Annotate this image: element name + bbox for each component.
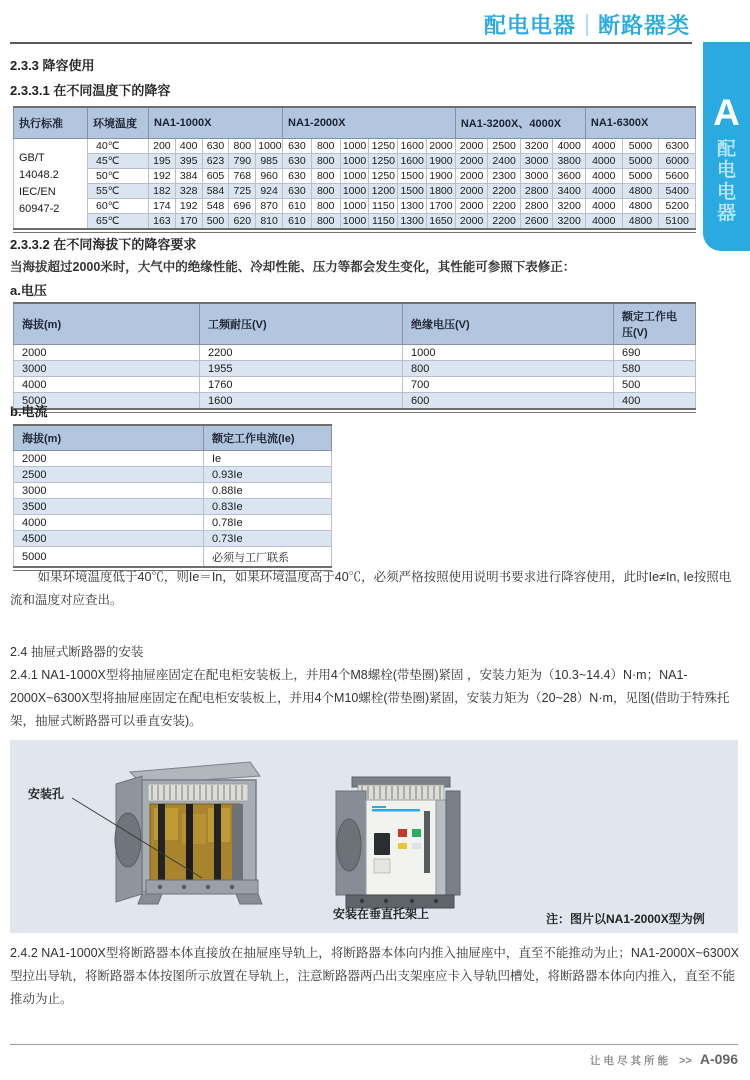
current-value-cell: 1300 bbox=[398, 199, 427, 214]
col-header-model-group: NA1-3200X、4000X bbox=[455, 107, 585, 139]
table-cell: 2200 bbox=[200, 345, 403, 361]
current-value-cell: 4000 bbox=[585, 214, 622, 230]
temperature-derating-table-wrap bbox=[13, 106, 696, 233]
current-value-cell: 1200 bbox=[369, 184, 398, 199]
current-value-cell: 4800 bbox=[622, 199, 659, 214]
env-temp-cell: 45℃ bbox=[88, 154, 149, 169]
env-temp-cell: 50℃ bbox=[88, 169, 149, 184]
table-cell: 4500 bbox=[14, 531, 204, 547]
table-row bbox=[14, 499, 332, 515]
current-value-cell: 630 bbox=[283, 184, 312, 199]
current-value-cell: 2300 bbox=[488, 169, 521, 184]
current-value-cell: 5000 bbox=[622, 154, 659, 169]
current-value-cell: 1000 bbox=[340, 184, 369, 199]
altitude-intro-text: 当海拔超过2000米时，大气中的绝缘性能、冷却性能、压力等都会发生变化，其性能可参照下表修正： bbox=[10, 260, 576, 274]
table-row bbox=[14, 515, 332, 531]
current-value-cell: 170 bbox=[175, 214, 202, 230]
current-value-cell: 2800 bbox=[520, 184, 553, 199]
paragraph-2-4-2: 2.4.2 NA1-1000X型将断路器本体直接放在抽屉座导轨上，将断路器本体向内推入抽屉座中，直至不能推动为止；NA1-2000X~6300X型拉出导轨，将断路器本体按图所示放置在导轨上，注意断路器两凸出支架座应卡入导轨凹槽处，将断路器本体向内推入，直至不能推动为止。 bbox=[10, 946, 739, 1007]
current-value-cell: 1150 bbox=[369, 214, 398, 230]
table-cell: 0.93Ie bbox=[204, 467, 332, 483]
table-header-row bbox=[14, 107, 696, 139]
current-value-cell: 2000 bbox=[455, 169, 488, 184]
current-value-cell: 1700 bbox=[427, 199, 456, 214]
current-value-cell: 800 bbox=[311, 214, 340, 230]
col-header-model-group: NA1-6300X bbox=[585, 107, 695, 139]
current-value-cell: 200 bbox=[149, 139, 176, 154]
current-value-cell: 384 bbox=[175, 169, 202, 184]
tab-label: 配电电器 bbox=[716, 139, 736, 224]
temperature-row bbox=[14, 184, 696, 199]
current-table bbox=[13, 424, 332, 568]
col-header: 海拔(m) bbox=[14, 303, 200, 345]
current-value-cell: 800 bbox=[311, 139, 340, 154]
temperature-row bbox=[14, 169, 696, 184]
current-value-cell: 163 bbox=[149, 214, 176, 230]
current-value-cell: 2200 bbox=[488, 199, 521, 214]
table-cell: 0.73Ie bbox=[204, 531, 332, 547]
col-header-model-group: NA1-2000X bbox=[283, 107, 456, 139]
table-row bbox=[14, 377, 696, 393]
temperature-row bbox=[14, 199, 696, 214]
table-cell: 400 bbox=[614, 393, 696, 410]
heading-2-3-3-2: 2.3.3.2 在不同海拔下的降容要求 bbox=[10, 237, 197, 252]
table-cell: 1000 bbox=[403, 345, 614, 361]
footer-slogan: 让电尽其所能 bbox=[590, 1055, 671, 1067]
current-value-cell: 4000 bbox=[585, 154, 622, 169]
table-row bbox=[14, 345, 696, 361]
current-value-cell: 725 bbox=[229, 184, 256, 199]
table-cell: 3500 bbox=[14, 499, 204, 515]
breaker-on-bracket-illustration bbox=[328, 773, 470, 913]
table-cell: 1600 bbox=[200, 393, 403, 410]
header-rule bbox=[10, 42, 692, 44]
current-value-cell: 1250 bbox=[369, 154, 398, 169]
current-value-cell: 620 bbox=[229, 214, 256, 230]
page-header bbox=[484, 9, 690, 40]
current-value-cell: 630 bbox=[283, 169, 312, 184]
voltage-table bbox=[13, 302, 696, 410]
footer-rule bbox=[10, 1044, 738, 1045]
current-value-cell: 2200 bbox=[488, 214, 521, 230]
current-value-cell: 3600 bbox=[553, 169, 586, 184]
current-value-cell: 2000 bbox=[455, 199, 488, 214]
current-value-cell: 4000 bbox=[585, 184, 622, 199]
tab-letter: A bbox=[713, 92, 740, 133]
env-temp-cell: 65℃ bbox=[88, 214, 149, 230]
title-divider bbox=[586, 14, 588, 36]
current-value-cell: 3000 bbox=[520, 169, 553, 184]
col-header: 工频耐压(V) bbox=[200, 303, 403, 345]
current-value-cell: 2400 bbox=[488, 154, 521, 169]
page-number: A-096 bbox=[699, 1051, 738, 1067]
current-value-cell: 3800 bbox=[553, 154, 586, 169]
page-footer bbox=[590, 1051, 738, 1068]
current-value-cell: 1800 bbox=[427, 184, 456, 199]
current-value-cell: 5000 bbox=[622, 169, 659, 184]
table-cell: 500 bbox=[614, 377, 696, 393]
table-header-row bbox=[14, 303, 696, 345]
current-value-cell: 2200 bbox=[488, 184, 521, 199]
table-cell: 4000 bbox=[14, 515, 204, 531]
current-value-cell: 4000 bbox=[585, 199, 622, 214]
table-row bbox=[14, 547, 332, 568]
current-value-cell: 1900 bbox=[427, 169, 456, 184]
current-value-cell: 5200 bbox=[659, 199, 696, 214]
table-cell: 690 bbox=[614, 345, 696, 361]
vertical-bracket-label: 安装在垂直托架上 bbox=[333, 907, 430, 921]
temperature-derating-table bbox=[13, 106, 696, 230]
current-value-cell: 584 bbox=[202, 184, 229, 199]
figure-note: 注：图片以NA1-2000X型为例 bbox=[546, 912, 705, 926]
current-value-cell: 3000 bbox=[520, 154, 553, 169]
current-subheading: b.电流 bbox=[10, 404, 48, 419]
env-temp-cell: 60℃ bbox=[88, 199, 149, 214]
current-value-cell: 1000 bbox=[256, 139, 283, 154]
current-value-cell: 2800 bbox=[520, 199, 553, 214]
table-cell: 3000 bbox=[14, 361, 200, 377]
section-index-tab bbox=[703, 42, 750, 251]
current-value-cell: 3200 bbox=[520, 139, 553, 154]
col-header: 额定工作电流(Ie) bbox=[204, 425, 332, 451]
table-cell: 0.78Ie bbox=[204, 515, 332, 531]
current-value-cell: 174 bbox=[149, 199, 176, 214]
current-value-cell: 1300 bbox=[398, 214, 427, 230]
table-cell: Ie bbox=[204, 451, 332, 467]
current-value-cell: 1250 bbox=[369, 169, 398, 184]
current-value-cell: 630 bbox=[202, 139, 229, 154]
temperature-row bbox=[14, 139, 696, 154]
table-cell: 5000 bbox=[14, 547, 204, 568]
env-temp-cell: 55℃ bbox=[88, 184, 149, 199]
current-value-cell: 630 bbox=[283, 154, 312, 169]
current-value-cell: 1000 bbox=[340, 199, 369, 214]
col-header: 额定工作电压(V) bbox=[614, 303, 696, 345]
current-value-cell: 870 bbox=[256, 199, 283, 214]
temperature-row bbox=[14, 154, 696, 169]
table-row bbox=[14, 361, 696, 377]
current-value-cell: 800 bbox=[311, 199, 340, 214]
table-header-row bbox=[14, 425, 332, 451]
table-cell: 2000 bbox=[14, 451, 204, 467]
current-value-cell: 192 bbox=[149, 169, 176, 184]
current-value-cell: 810 bbox=[256, 214, 283, 230]
current-value-cell: 3200 bbox=[553, 199, 586, 214]
current-value-cell: 790 bbox=[229, 154, 256, 169]
current-value-cell: 1000 bbox=[340, 139, 369, 154]
current-value-cell: 2000 bbox=[455, 214, 488, 230]
table-cell: 580 bbox=[614, 361, 696, 377]
col-header-env-temp: 环境温度 bbox=[88, 107, 149, 139]
current-value-cell: 800 bbox=[229, 139, 256, 154]
current-value-cell: 3200 bbox=[553, 214, 586, 230]
current-value-cell: 395 bbox=[175, 154, 202, 169]
current-value-cell: 800 bbox=[311, 154, 340, 169]
table-cell: 1955 bbox=[200, 361, 403, 377]
current-value-cell: 2500 bbox=[488, 139, 521, 154]
current-value-cell: 6000 bbox=[659, 154, 696, 169]
current-value-cell: 610 bbox=[283, 199, 312, 214]
col-header-standard: 执行标准 bbox=[14, 107, 88, 139]
env-temp-cell: 40℃ bbox=[88, 139, 149, 154]
col-header: 海拔(m) bbox=[14, 425, 204, 451]
table-cell: 1760 bbox=[200, 377, 403, 393]
current-value-cell: 1600 bbox=[398, 154, 427, 169]
current-value-cell: 605 bbox=[202, 169, 229, 184]
table-cell: 0.88Ie bbox=[204, 483, 332, 499]
table-cell: 600 bbox=[403, 393, 614, 410]
current-value-cell: 768 bbox=[229, 169, 256, 184]
table-cell: 5000 bbox=[14, 393, 200, 410]
current-value-cell: 6300 bbox=[659, 139, 696, 154]
footer-arrow-icon: >> bbox=[679, 1055, 692, 1067]
current-value-cell: 1500 bbox=[398, 169, 427, 184]
table-cell: 必须与工厂联系 bbox=[204, 547, 332, 568]
current-value-cell: 696 bbox=[229, 199, 256, 214]
current-value-cell: 960 bbox=[256, 169, 283, 184]
current-value-cell: 4000 bbox=[553, 139, 586, 154]
current-value-cell: 1000 bbox=[340, 214, 369, 230]
voltage-table-wrap bbox=[13, 302, 696, 413]
current-value-cell: 400 bbox=[175, 139, 202, 154]
header-subcategory: 断路器类 bbox=[597, 13, 690, 38]
paragraph-2-4-1: 2.4.1 NA1-1000X型将抽屉座固定在配电柜安装板上，并用4个M8螺栓(带垫圈)紧固 ，安装力矩为（10.3~14.4）N·m；NA1-2000X~6300X型将抽屉座固定在配电柜安装板上，并用4个M10螺栓(带垫圈)紧固，安装力矩为（20~28）N·m，见图(借助于特殊托架，抽屉式断路器可以垂直安装)。 bbox=[10, 668, 730, 729]
current-value-cell: 4800 bbox=[622, 184, 659, 199]
current-value-cell: 1650 bbox=[427, 214, 456, 230]
current-value-cell: 5400 bbox=[659, 184, 696, 199]
table-row bbox=[14, 531, 332, 547]
current-value-cell: 2000 bbox=[455, 184, 488, 199]
installation-figure-panel bbox=[10, 740, 738, 933]
current-value-cell: 195 bbox=[149, 154, 176, 169]
current-table-wrap bbox=[13, 424, 332, 571]
current-value-cell: 548 bbox=[202, 199, 229, 214]
current-value-cell: 800 bbox=[311, 169, 340, 184]
current-value-cell: 1000 bbox=[340, 169, 369, 184]
current-value-cell: 1900 bbox=[427, 154, 456, 169]
table-cell: 0.83Ie bbox=[204, 499, 332, 515]
current-value-cell: 1600 bbox=[398, 139, 427, 154]
current-value-cell: 5600 bbox=[659, 169, 696, 184]
table-cell: 4000 bbox=[14, 377, 200, 393]
mounting-hole-label: 安装孔 bbox=[28, 787, 65, 801]
table-cell: 2500 bbox=[14, 467, 204, 483]
heading-2-3-3-1: 2.3.3.1 在不同温度下的降容 bbox=[10, 83, 171, 98]
current-value-cell: 2000 bbox=[427, 139, 456, 154]
table-row bbox=[14, 451, 332, 467]
table-cell: 2000 bbox=[14, 345, 200, 361]
current-value-cell: 4000 bbox=[585, 169, 622, 184]
current-value-cell: 1150 bbox=[369, 199, 398, 214]
table-row bbox=[14, 393, 696, 410]
table-row bbox=[14, 467, 332, 483]
table-cell: 800 bbox=[403, 361, 614, 377]
current-value-cell: 610 bbox=[283, 214, 312, 230]
col-header: 绝缘电压(V) bbox=[403, 303, 614, 345]
heading-2-4: 2.4 抽屉式断路器的安装 bbox=[10, 645, 144, 659]
current-value-cell: 5100 bbox=[659, 214, 696, 230]
current-value-cell: 2000 bbox=[455, 154, 488, 169]
temperature-row bbox=[14, 214, 696, 230]
table-cell: 3000 bbox=[14, 483, 204, 499]
table-row bbox=[14, 483, 332, 499]
current-value-cell: 800 bbox=[311, 184, 340, 199]
current-value-cell: 4800 bbox=[622, 214, 659, 230]
drawer-cradle-illustration bbox=[108, 752, 268, 910]
voltage-subheading: a.电压 bbox=[10, 283, 47, 298]
current-value-cell: 4000 bbox=[585, 139, 622, 154]
current-value-cell: 630 bbox=[283, 139, 312, 154]
col-header-model-group: NA1-1000X bbox=[149, 107, 283, 139]
current-value-cell: 328 bbox=[175, 184, 202, 199]
heading-2-3-3: 2.3.3 降容使用 bbox=[10, 58, 95, 73]
current-value-cell: 500 bbox=[202, 214, 229, 230]
current-value-cell: 2600 bbox=[520, 214, 553, 230]
current-value-cell: 623 bbox=[202, 154, 229, 169]
current-value-cell: 192 bbox=[175, 199, 202, 214]
temperature-note: 如果环境温度低于40℃，则Ie＝In，如果环境温度高于40℃，必须严格按照使用说明书要求进行降容使用，此时Ie≠In, Ie按照电流和温度对应查出。 bbox=[10, 570, 732, 608]
current-value-cell: 3400 bbox=[553, 184, 586, 199]
current-value-cell: 5000 bbox=[622, 139, 659, 154]
current-value-cell: 1000 bbox=[340, 154, 369, 169]
current-value-cell: 1250 bbox=[369, 139, 398, 154]
current-value-cell: 1500 bbox=[398, 184, 427, 199]
header-category: 配电电器 bbox=[483, 13, 576, 38]
current-value-cell: 924 bbox=[256, 184, 283, 199]
current-value-cell: 2000 bbox=[455, 139, 488, 154]
current-value-cell: 985 bbox=[256, 154, 283, 169]
table-cell: 700 bbox=[403, 377, 614, 393]
current-value-cell: 182 bbox=[149, 184, 176, 199]
standard-cell: GB/T 14048.2 IEC/EN 60947-2 bbox=[14, 139, 88, 230]
